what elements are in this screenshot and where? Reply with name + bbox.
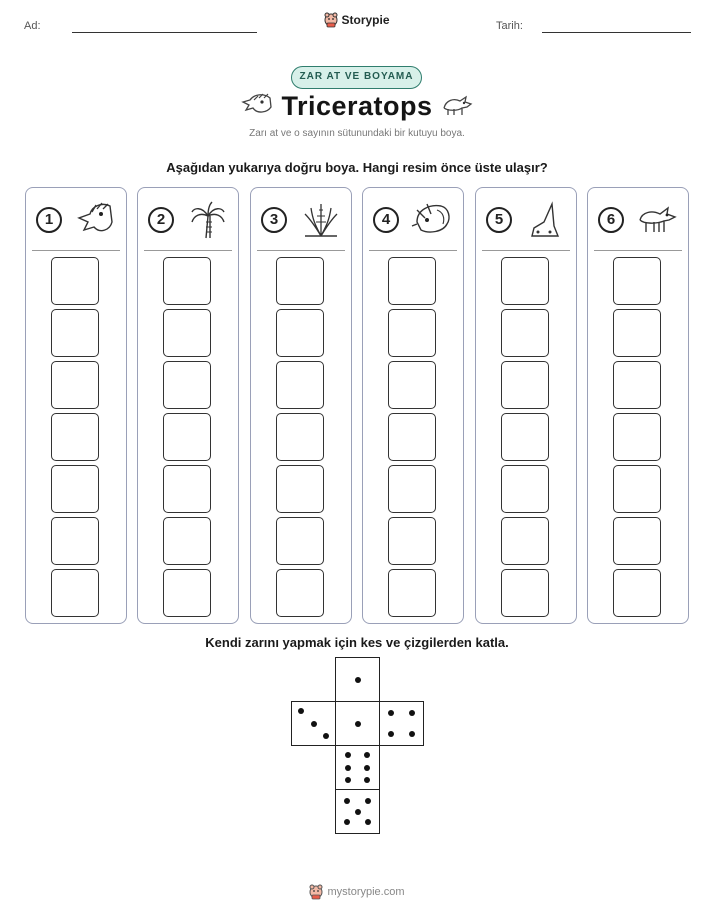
dice-pip	[344, 798, 350, 804]
date-label: Tarih:	[496, 20, 523, 32]
color-box[interactable]	[163, 517, 211, 565]
date-line	[542, 32, 691, 33]
column-number: 2	[148, 207, 174, 233]
color-box[interactable]	[163, 309, 211, 357]
brand-name: Storypie	[341, 13, 390, 27]
color-box[interactable]	[163, 569, 211, 617]
fern-bush-icon	[299, 200, 343, 240]
horn-icon	[524, 200, 568, 240]
color-box[interactable]	[276, 517, 324, 565]
storypie-mascot-icon	[309, 884, 323, 900]
dice-face	[335, 701, 380, 746]
footer	[0, 884, 714, 905]
dice-pip	[355, 721, 361, 727]
color-box[interactable]	[613, 569, 661, 617]
worksheet-subtitle: Zarı at ve o sayının sütunundaki bir kutuyu boya.	[249, 128, 465, 139]
dice-pip	[311, 721, 317, 727]
dice-pip	[364, 777, 370, 783]
name-label: Ad:	[24, 20, 41, 32]
dice-pip	[345, 777, 351, 783]
color-box[interactable]	[163, 413, 211, 461]
triceratops-head-icon	[411, 200, 455, 240]
color-box[interactable]	[501, 309, 549, 357]
dice-pip	[298, 708, 304, 714]
color-box[interactable]	[388, 361, 436, 409]
dice-pip	[365, 798, 371, 804]
dice-face	[335, 657, 380, 702]
dice-column-3	[250, 187, 352, 624]
column-divider	[144, 250, 232, 251]
column-divider	[257, 250, 345, 251]
dice-instruction: Kendi zarını yapmak için kes ve çizgilerden katla.	[205, 635, 509, 650]
color-box[interactable]	[613, 361, 661, 409]
color-box[interactable]	[501, 569, 549, 617]
color-box[interactable]	[51, 517, 99, 565]
color-box[interactable]	[276, 569, 324, 617]
color-box[interactable]	[388, 569, 436, 617]
color-box[interactable]	[51, 413, 99, 461]
column-header	[371, 200, 455, 240]
column-divider	[482, 250, 570, 251]
dice-column-5	[475, 187, 577, 624]
color-box[interactable]	[501, 361, 549, 409]
color-box[interactable]	[613, 517, 661, 565]
column-divider	[369, 250, 457, 251]
color-box[interactable]	[388, 413, 436, 461]
color-box[interactable]	[163, 361, 211, 409]
dice-face	[379, 701, 424, 746]
dice-pip	[388, 731, 394, 737]
color-box[interactable]	[501, 465, 549, 513]
color-box[interactable]	[613, 257, 661, 305]
dice-pip	[355, 809, 361, 815]
dice-pip	[364, 752, 370, 758]
color-box[interactable]	[388, 517, 436, 565]
column-header	[34, 200, 118, 240]
dice-column-4	[362, 187, 464, 624]
color-box[interactable]	[613, 465, 661, 513]
color-box[interactable]	[276, 465, 324, 513]
color-box[interactable]	[51, 309, 99, 357]
dice-face	[335, 745, 380, 790]
color-box[interactable]	[388, 257, 436, 305]
color-box[interactable]	[613, 309, 661, 357]
dice-pip	[365, 819, 371, 825]
column-number: 1	[36, 207, 62, 233]
color-box[interactable]	[51, 465, 99, 513]
color-box[interactable]	[276, 309, 324, 357]
column-number: 5	[486, 207, 512, 233]
column-divider	[32, 250, 120, 251]
dice-column-6	[587, 187, 689, 624]
color-box[interactable]	[163, 465, 211, 513]
color-box[interactable]	[163, 257, 211, 305]
dice-pip	[344, 819, 350, 825]
column-header	[146, 200, 230, 240]
dice-pip	[345, 765, 351, 771]
dice-pip	[355, 677, 361, 683]
color-box[interactable]	[51, 569, 99, 617]
color-box[interactable]	[51, 361, 99, 409]
color-box[interactable]	[388, 309, 436, 357]
color-box[interactable]	[276, 257, 324, 305]
footer-site: mystorypie.com	[327, 886, 405, 898]
color-box[interactable]	[613, 413, 661, 461]
color-box[interactable]	[388, 465, 436, 513]
dice-pip	[323, 733, 329, 739]
coloring-instruction: Aşağıdan yukarıya doğru boya. Hangi resim önce üste ulaşır?	[166, 160, 548, 175]
dice-column-1	[25, 187, 127, 624]
triceratops-title-icon	[440, 92, 474, 118]
color-box[interactable]	[51, 257, 99, 305]
activity-badge: ZAR AT VE BOYAMA	[291, 66, 422, 89]
dice-face	[335, 789, 380, 834]
dice-pip	[388, 710, 394, 716]
dice-pip	[364, 765, 370, 771]
palm-tree-icon	[186, 200, 230, 240]
storypie-mascot-icon	[324, 12, 338, 28]
dice-face	[291, 701, 336, 746]
dice-pip	[345, 752, 351, 758]
column-divider	[594, 250, 682, 251]
dice-column-2	[137, 187, 239, 624]
color-box[interactable]	[501, 413, 549, 461]
column-number: 6	[598, 207, 624, 233]
brand-logo	[0, 12, 714, 33]
color-box[interactable]	[501, 257, 549, 305]
dinosaur-beak-head-icon	[74, 200, 118, 240]
triceratops-icon	[636, 200, 680, 240]
column-number: 3	[261, 207, 287, 233]
column-header	[596, 200, 680, 240]
column-header	[259, 200, 343, 240]
dice-pip	[409, 710, 415, 716]
worksheet-title: Triceratops	[281, 91, 433, 121]
color-box[interactable]	[501, 517, 549, 565]
column-header	[484, 200, 568, 240]
color-box[interactable]	[276, 413, 324, 461]
color-box[interactable]	[276, 361, 324, 409]
column-number: 4	[373, 207, 399, 233]
dice-pip	[409, 731, 415, 737]
